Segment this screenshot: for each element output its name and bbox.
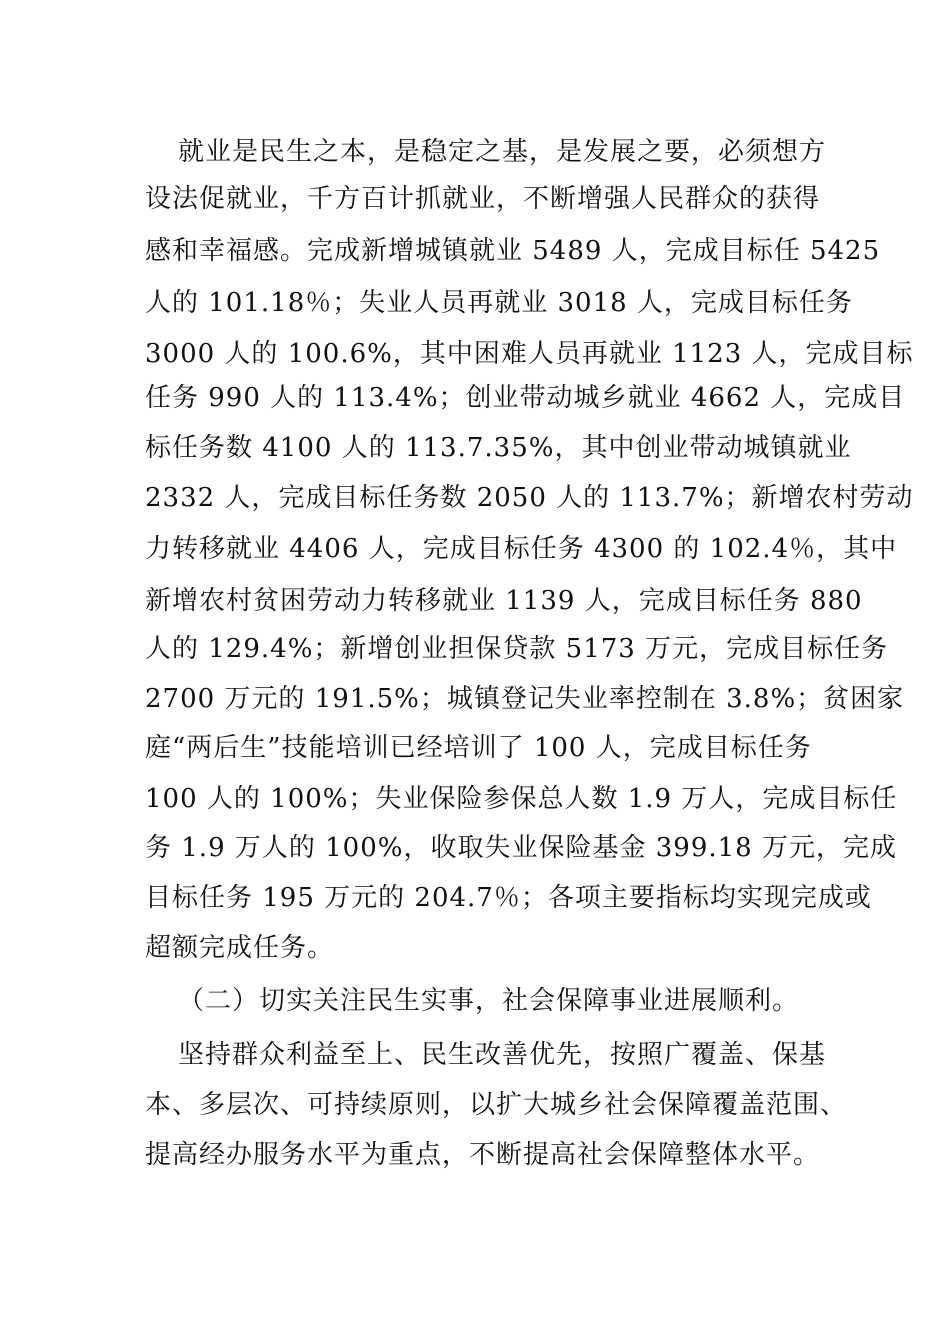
paragraph-line: 2332 人，完成目标任务数 2050 人的 113.7%；新增农村劳动: [145, 483, 914, 513]
paragraph-line: 超额完成任务。: [145, 933, 335, 963]
paragraph-line: 庭“两后生”技能培训已经培训了 100 人，完成目标任务: [145, 733, 812, 763]
paragraph-line: 标任务数 4100 人的 113.7.35%，其中创业带动城镇就业: [145, 433, 852, 463]
paragraph-line: 务 1.9 万人的 100%，收取失业保险基金 399.18 万元，完成: [145, 833, 897, 863]
paragraph-line: 目标任务 195 万元的 204.7％；各项主要指标均实现完成或: [145, 883, 872, 913]
paragraph-line: 3000 人的 100.6%，其中困难人员再就业 1123 人，完成目标: [145, 339, 914, 369]
paragraph-line: 就业是民生之本，是稳定之基，是发展之要，必须想方: [178, 137, 827, 167]
section-heading: （二）切实关注民生实事，社会保障事业进展顺利。: [178, 986, 800, 1016]
paragraph-line: 2700 万元的 191.5%；城镇登记失业率控制在 3.8%；贫困家: [145, 684, 905, 714]
paragraph-line: 感和幸福感。完成新增城镇就业 5489 人，完成目标任 5425: [145, 236, 881, 266]
paragraph-line: 新增农村贫困劳动力转移就业 1139 人，完成目标任务 880: [145, 586, 863, 616]
paragraph-line: 设法促就业，千方百计抓就业，不断增强人民群众的获得: [145, 184, 821, 214]
paragraph-line: 坚持群众利益至上、民生改善优先，按照广覆盖、保基: [178, 1040, 827, 1070]
paragraph-line: 力转移就业 4406 人，完成目标任务 4300 的 102.4％，其中: [145, 534, 898, 564]
paragraph-line: 任务 990 人的 113.4%；创业带动城乡就业 4662 人，完成目: [145, 383, 906, 413]
paragraph-line: 人的 101.18％；失业人员再就业 3018 人，完成目标任务: [145, 288, 853, 318]
paragraph-line: 100 人的 100%；失业保险参保总人数 1.9 万人，完成目标任: [145, 784, 898, 814]
paragraph-line: 本、多层次、可持续原则，以扩大城乡社会保障覆盖范围、: [145, 1090, 848, 1120]
paragraph-line: 人的 129.4%；新增创业担保贷款 5173 万元，完成目标任务: [145, 634, 889, 664]
paragraph-line: 提高经办服务水平为重点，不断提高社会保障整体水平。: [145, 1140, 821, 1170]
